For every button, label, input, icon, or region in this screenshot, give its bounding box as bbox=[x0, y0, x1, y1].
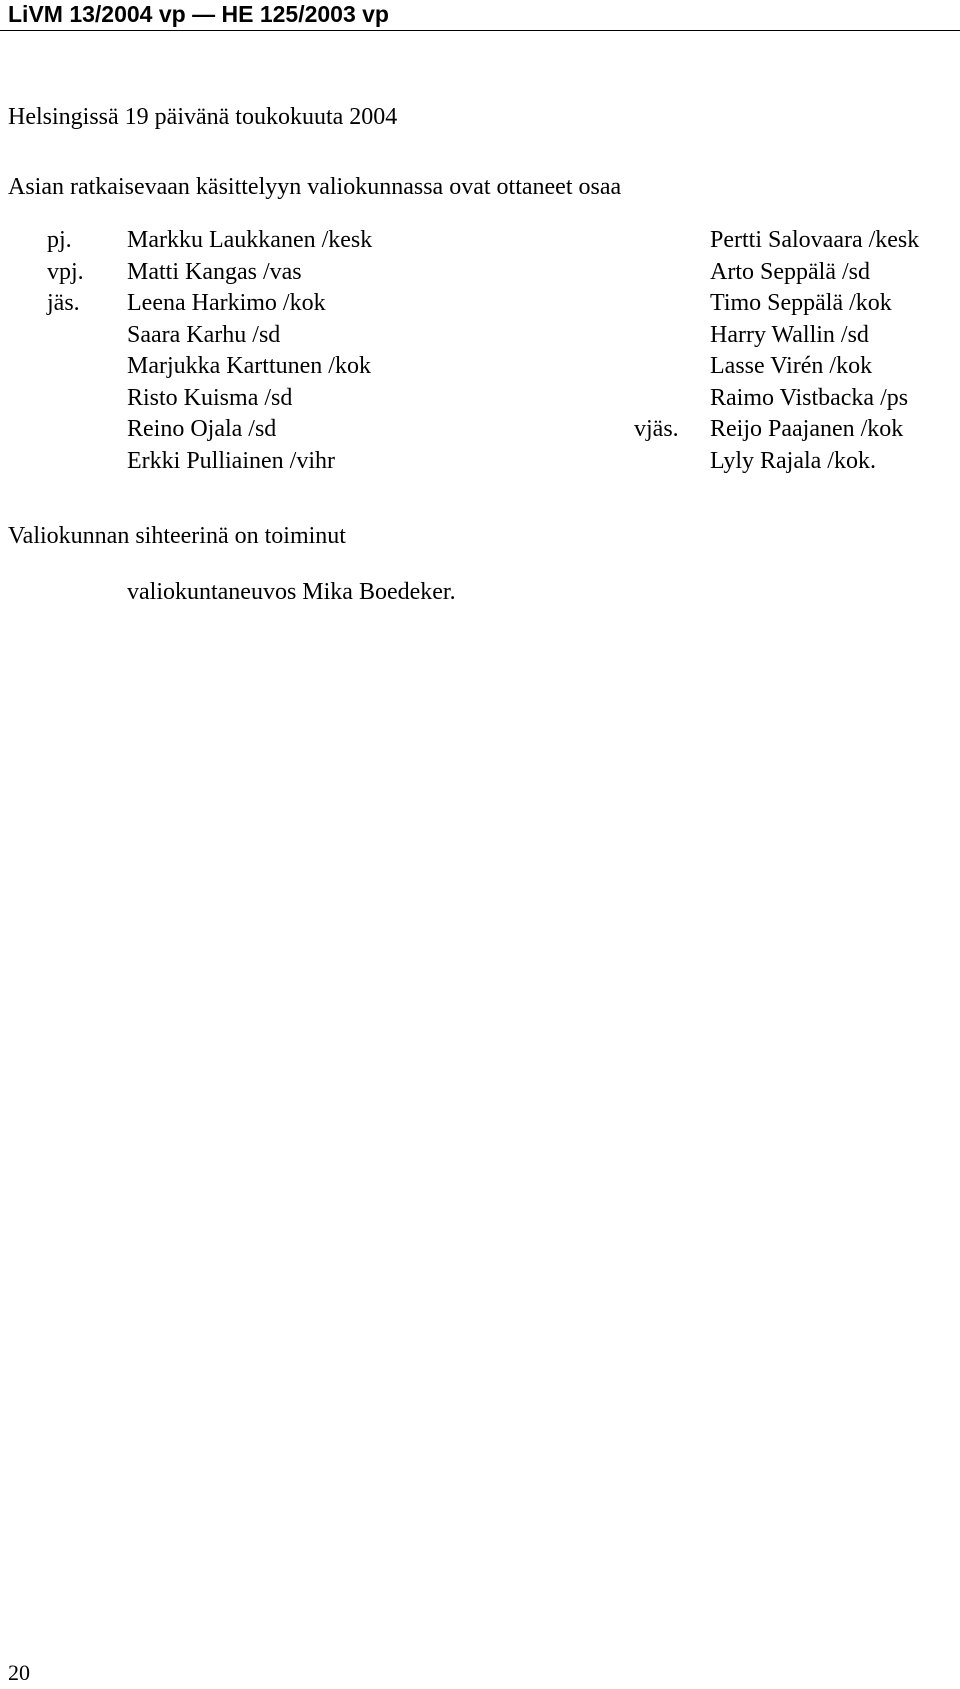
left-role bbox=[47, 414, 84, 446]
member-name: Lyly Rajala /kok. bbox=[710, 447, 876, 474]
secretary-label: Valiokunnan sihteerinä on toiminut bbox=[8, 523, 346, 549]
member-name: Reijo Paajanen /kok bbox=[710, 416, 904, 442]
left-role: vpj. bbox=[47, 258, 84, 285]
left-role bbox=[47, 446, 84, 478]
member-name: Lasse Virén /kok bbox=[710, 353, 873, 379]
member-name: Risto Kuisma /sd bbox=[127, 384, 293, 411]
member-name: Erkki Pulliainen /vihr bbox=[127, 447, 335, 474]
right-role bbox=[634, 446, 679, 478]
secretary-name: valiokuntaneuvos Mika Boedeker. bbox=[127, 579, 456, 605]
member-name: Leena Harkimo /kok bbox=[127, 290, 326, 316]
member-name: Saara Karhu /sd bbox=[127, 321, 281, 348]
member-name: Pertti Salovaara /kesk bbox=[710, 227, 920, 253]
member-name: Reino Ojala /sd bbox=[127, 416, 277, 442]
document-header: LiVM 13/2004 vp — HE 125/2003 vp bbox=[8, 1, 389, 27]
header-rule bbox=[0, 30, 960, 31]
left-role: pj. bbox=[47, 227, 72, 253]
right-names-column bbox=[710, 225, 919, 477]
date-line: Helsingissä 19 päivänä toukokuuta 2004 bbox=[8, 104, 398, 130]
right-role bbox=[634, 225, 679, 257]
right-role bbox=[634, 320, 679, 352]
left-role: jäs. bbox=[47, 290, 80, 316]
left-role bbox=[47, 320, 84, 352]
left-roles-column bbox=[47, 225, 84, 477]
left-names-column bbox=[127, 225, 372, 477]
page-number: 20 bbox=[8, 1660, 30, 1685]
right-role bbox=[634, 257, 679, 289]
member-name: Markku Laukkanen /kesk bbox=[127, 227, 373, 253]
right-role bbox=[634, 383, 679, 415]
member-name: Harry Wallin /sd bbox=[710, 321, 869, 348]
right-role bbox=[634, 288, 679, 320]
member-name: Marjukka Karttunen /kok bbox=[127, 353, 371, 379]
left-role bbox=[47, 383, 84, 415]
intro-line: Asian ratkaisevaan käsittelyyn valiokunnassa ovat ottaneet osaa bbox=[8, 174, 622, 200]
left-role bbox=[47, 351, 84, 383]
member-name: Timo Seppälä /kok bbox=[710, 290, 892, 316]
member-name: Raimo Vistbacka /ps bbox=[710, 384, 909, 411]
right-role: vjäs. bbox=[634, 416, 679, 442]
right-role bbox=[634, 351, 679, 383]
right-roles-column bbox=[634, 225, 679, 477]
member-name: Matti Kangas /vas bbox=[127, 258, 302, 285]
member-name: Arto Seppälä /sd bbox=[710, 258, 870, 285]
